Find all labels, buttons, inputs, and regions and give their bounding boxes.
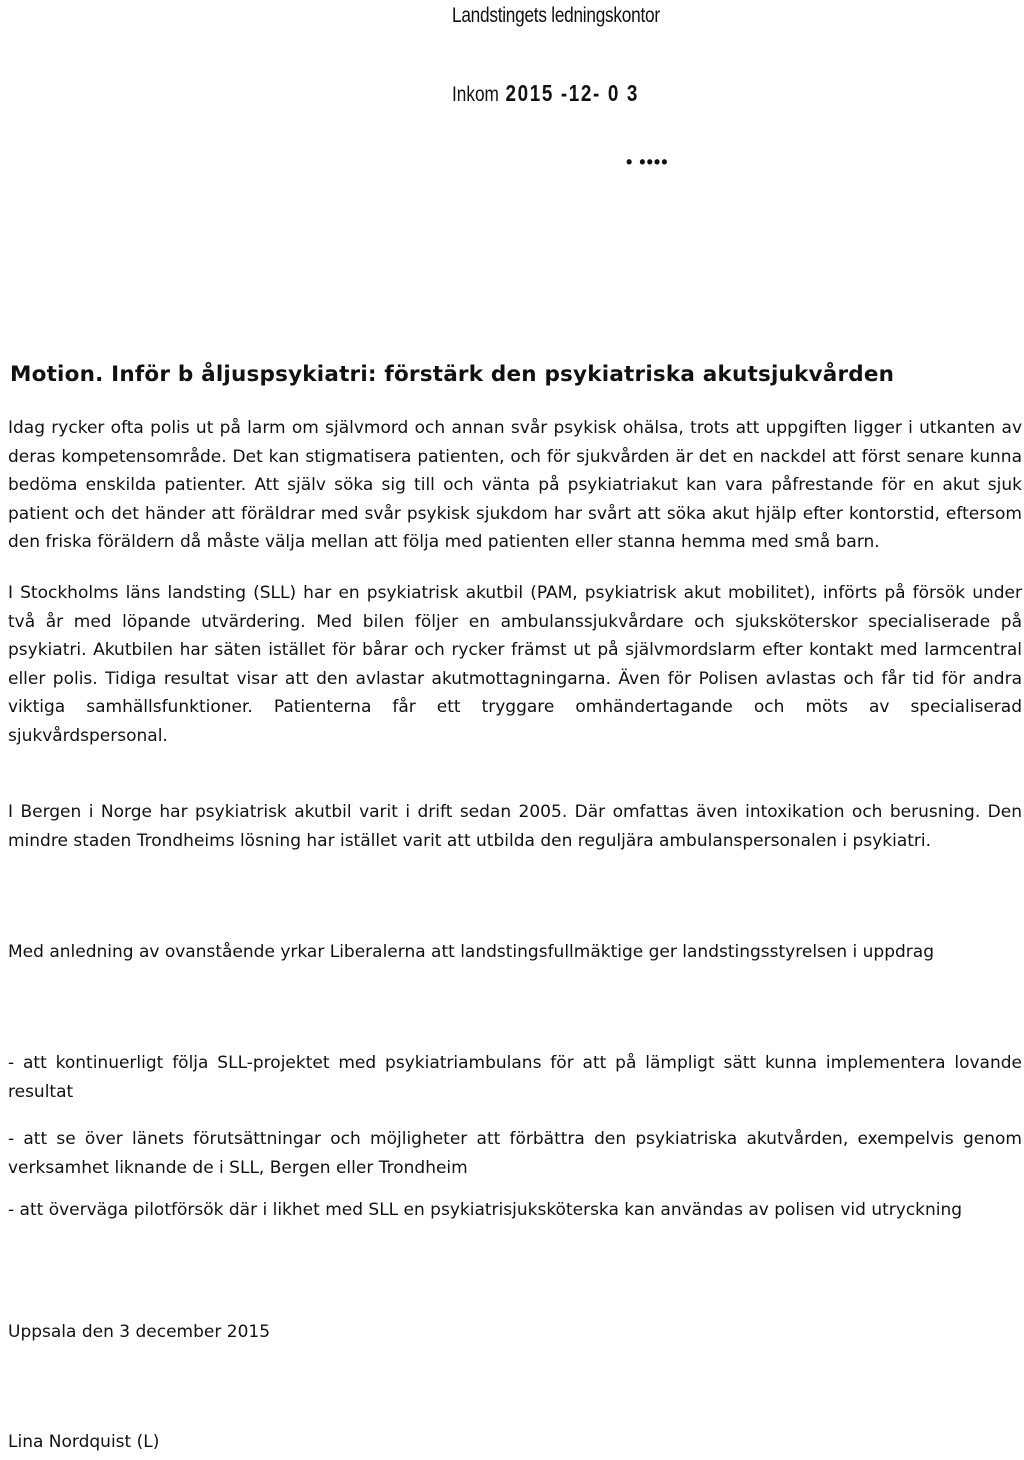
signature: Lina Nordquist (L) [8, 1432, 160, 1452]
stamp-organization: Landstingets ledningskontor [452, 4, 660, 27]
paragraph-motion-request: Med anledning av ovanstående yrkar Liberalerna att landstingsfullmäktige ger landstingsstyrelsen i uppdrag [8, 942, 935, 962]
document-title: Motion. Inför b åljuspsykiatri: förstärk den psykiatriska akutsjukvården [10, 362, 895, 387]
demand-item: - att överväga pilotförsök där i likhet med SLL en psykiatrisjuksköterska kan användas av polisen vid utryckning [8, 1200, 963, 1220]
place-and-date: Uppsala den 3 december 2015 [8, 1322, 271, 1342]
demand-item: - att kontinuerligt följa SLL-projektet med psykiatriambulans för att på lämpligt sätt kunna implementera lovande resultat [8, 1053, 1022, 1102]
stamp-marks: • •••• [626, 152, 669, 172]
paragraph-bergen: I Bergen i Norge har psykiatrisk akutbil varit i drift sedan 2005. Där omfattas även intoxikation och berusning. Den mindre staden Trondheims lösning har istället varit att utbilda den reguljära ambulanspersonalen i psykiatri. [8, 802, 1022, 851]
paragraph-stockholm: I Stockholms läns landsting (SLL) har en psykiatrisk akutbil (PAM, psykiatrisk akut mobilitet), införts på försök under två år med löpande utvärdering. Med bilen följer en ambulanssjukvårdare och sjuksköterskor specialiserade på psykiatri. Akutbilen har säten istället för bårar och rycker främst ut på självmordslarm efter kontakt med larmcentral eller polis. Tidiga resultat visar att den avlastar akutmottagningarna. Även för Polisen avlastas och får tid för andra viktiga samhällsfunktioner. Patienterna får ett tryggare omhändertagande och möts av specialiserad sjukvårdspersonal. [8, 583, 1022, 746]
stamp-received-date: 2015 -12- 0 3 [505, 80, 639, 106]
paragraph-background: Idag rycker ofta polis ut på larm om självmord och annan svår psykisk ohälsa, trots att uppgiften ligger i utkanten av deras kompetensområde. Det kan stigmatisera patienten, och för sjukvården är det en nackdel att först senare kunna bedöma enskilda patienter. Att själv söka sig till och vänta på psykiatriakut kan vara påfrestande för en akut sjuk patient och det händer att föräldrar med svår psykisk sjukdom har svårt att söka akut hjälp efter kontorstid, eftersom den friska föräldern då måste välja mellan att följa med patienten eller stanna hemma med små barn. [8, 418, 1022, 553]
stamp-received [452, 80, 639, 107]
demand-item: - att se över länets förutsättningar och möjligheter att förbättra den psykiatriska akutvården, exempelvis genom verksamhet liknande de i SLL, Bergen eller Trondheim [8, 1129, 1022, 1178]
stamp-received-label: Inkom [452, 83, 499, 106]
